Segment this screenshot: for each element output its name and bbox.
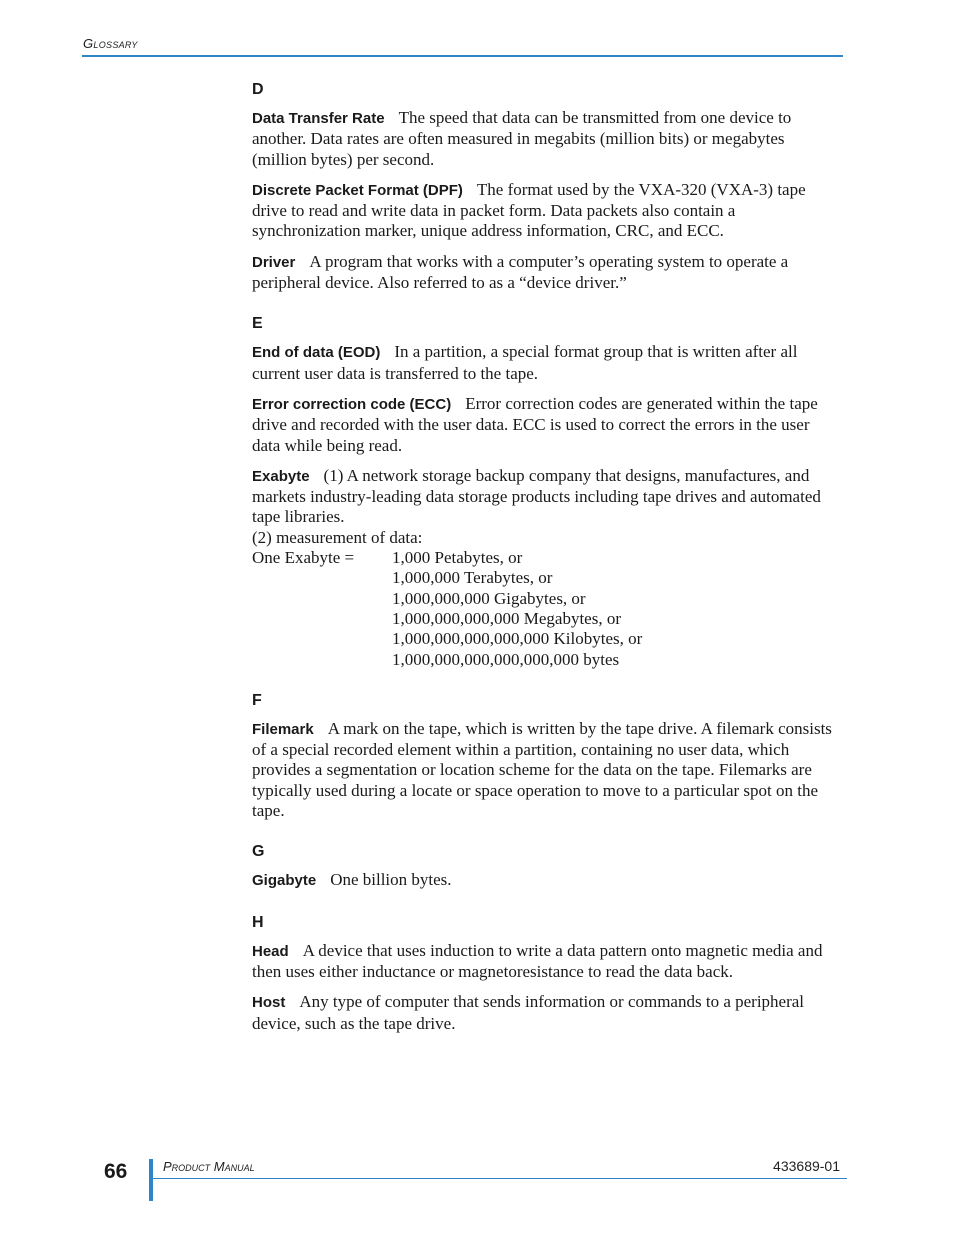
section-d xyxy=(252,80,842,293)
term-ecc: Error correction code (ECC) xyxy=(252,395,452,413)
exabyte-value: 1,000,000,000,000 Megabytes, or xyxy=(392,608,622,628)
glossary-content xyxy=(252,80,842,1055)
term-head: Head xyxy=(252,942,289,960)
exabyte-value: 1,000 Petabytes, or xyxy=(392,548,523,568)
running-footer-title: Product Manual xyxy=(163,1159,255,1174)
definition-host: Any type of computer that sends information or commands to a peripheral device, such as the tape drive. xyxy=(252,992,805,1033)
exabyte-measurement-label: One Exabyte = xyxy=(252,548,355,568)
entry-driver xyxy=(252,252,842,294)
entry-exabyte xyxy=(252,466,842,670)
term-eod: End of data (EOD) xyxy=(252,344,381,362)
entry-data-transfer-rate xyxy=(252,108,842,170)
exabyte-value: 1,000,000,000,000,000 Kilobytes, or xyxy=(392,629,643,649)
exabyte-value: 1,000,000 Terabytes, or xyxy=(392,568,553,588)
section-f xyxy=(252,691,842,821)
term-host: Host xyxy=(252,994,286,1012)
entry-head xyxy=(252,941,842,983)
section-letter-d: D xyxy=(252,81,264,98)
exabyte-value: 1,000,000,000 Gigabytes, or xyxy=(392,588,586,608)
exabyte-measurement-table xyxy=(252,548,842,670)
page-number: 66 xyxy=(104,1160,128,1183)
section-letter-f: F xyxy=(252,691,262,709)
term-driver: Driver xyxy=(252,253,296,271)
definition-eod: In a partition, a special format group that is written after all current user data is transferred to the tape. xyxy=(252,342,798,383)
definition-exabyte: (1) A network storage backup company that designs, manufactures, and markets industry-leading data storage products including tape drives and automated tape libraries. xyxy=(252,465,821,527)
definition-data-transfer-rate: The speed that data can be transmitted from one device to another. Data rates are often measured in megabits (million bits) or megabytes (million bytes) per second. xyxy=(252,108,792,169)
exabyte-measurement-values xyxy=(392,548,642,670)
definition-driver: A program that works with a computer’s operating system to operate a peripheral device. Also referred to as a “device driver.” xyxy=(252,251,789,293)
entry-dpf xyxy=(252,180,842,242)
entry-filemark xyxy=(252,719,842,821)
footer-rule xyxy=(153,1178,847,1179)
term-gigabyte: Gigabyte xyxy=(252,872,317,890)
definition-head: A device that uses induction to write a data pattern onto magnetic media and then uses either inductance or magnetoresistance to read the data back. xyxy=(252,940,823,981)
section-letter-e: E xyxy=(252,315,263,333)
definition-filemark: A mark on the tape, which is written by the tape drive. A filemark consists of a special recorded element within a partition, containing no user data, which provides a segmentation or location scheme for the data on the tape. Filemarks are typically used during a locate or space operation to move to a particular spot on the tape. xyxy=(252,718,832,821)
section-e xyxy=(252,314,842,669)
exabyte-value: 1,000,000,000,000,000,000 bytes xyxy=(392,649,620,669)
term-dpf: Discrete Packet Format (DPF) xyxy=(252,181,463,199)
footer-accent-bar xyxy=(149,1159,153,1201)
document-number: 433689-01 xyxy=(773,1158,840,1174)
entry-eod xyxy=(252,342,842,384)
term-filemark: Filemark xyxy=(252,720,314,738)
section-h xyxy=(252,913,842,1034)
term-exabyte: Exabyte xyxy=(252,467,310,485)
running-header: Glossary xyxy=(83,36,138,51)
definition-dpf: The format used by the VXA-320 (VXA-3) tape drive to read and write data in packet form. Data packets also contain a synchronization marker, unique address information, CRC, and ECC. xyxy=(252,179,806,241)
header-rule xyxy=(82,55,843,57)
entry-host xyxy=(252,992,842,1034)
definition-ecc: Error correction codes are generated within the tape drive and recorded with the user data. ECC is used to correct the errors in the user data while being read. xyxy=(252,393,818,455)
section-letter-h: H xyxy=(252,913,264,931)
term-data-transfer-rate: Data Transfer Rate xyxy=(252,110,385,127)
section-letter-g: G xyxy=(252,843,265,861)
entry-gigabyte xyxy=(252,870,842,891)
definition-gigabyte: One billion bytes. xyxy=(330,870,452,890)
entry-ecc xyxy=(252,394,842,456)
exabyte-measurement-intro: (2) measurement of data: xyxy=(252,527,423,547)
section-g xyxy=(252,842,842,891)
